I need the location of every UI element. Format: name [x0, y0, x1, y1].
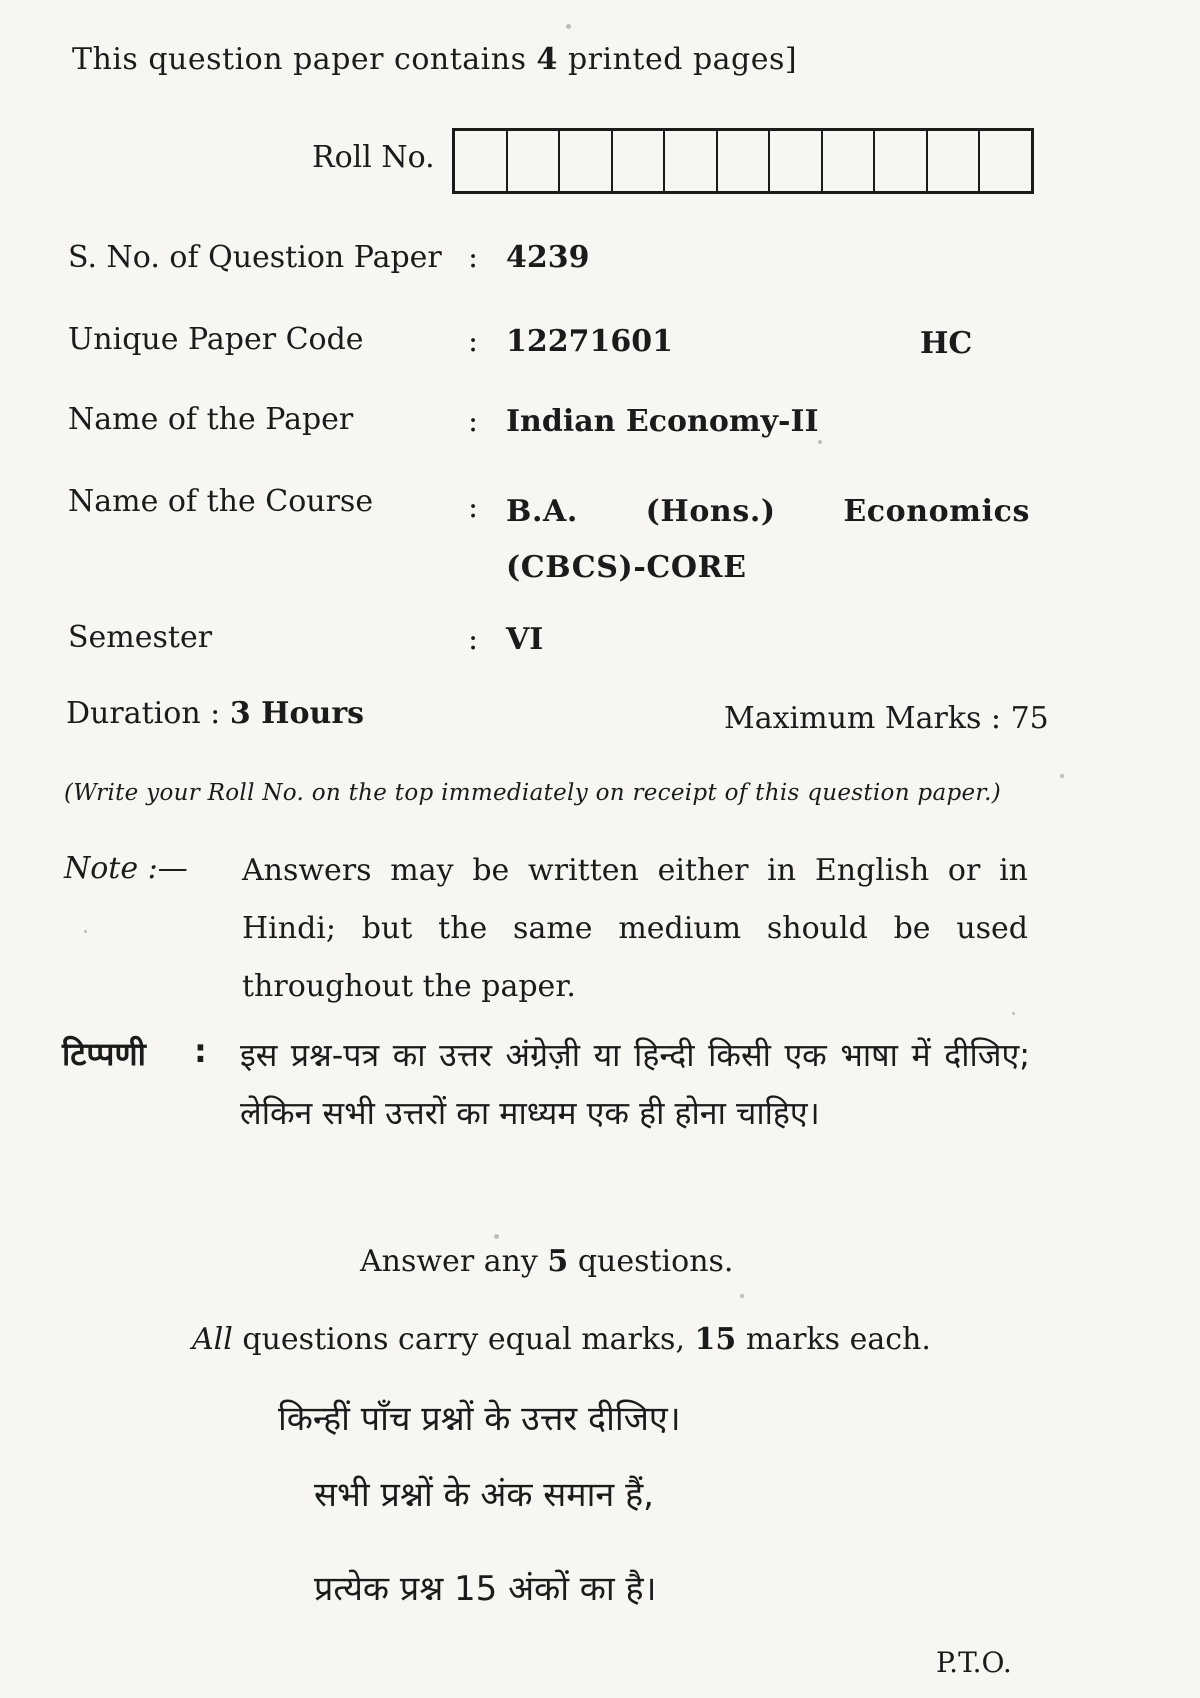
serial-value: 4239 — [506, 240, 590, 275]
answer-any-instruction — [360, 1244, 733, 1279]
roll-no-box — [770, 131, 823, 191]
roll-no-box — [980, 131, 1031, 191]
scan-speck — [84, 930, 87, 933]
semester-colon: : — [468, 622, 479, 657]
answer-count: 5 — [547, 1244, 569, 1279]
roll-no-box — [928, 131, 981, 191]
scan-speck — [1012, 1012, 1015, 1015]
scan-speck — [818, 440, 822, 444]
hindi-instruction-3: प्रत्येक प्रश्न 15 अंकों का है। — [314, 1569, 657, 1609]
roll-no-box — [560, 131, 613, 191]
roll-no-box — [665, 131, 718, 191]
roll-no-box — [823, 131, 876, 191]
roll-no-box — [508, 131, 561, 191]
serial-label: S. No. of Question Paper — [68, 240, 442, 275]
marks-suffix: marks each. — [745, 1322, 931, 1357]
hindi-instruction-2: सभी प्रश्नों के अंक समान हैं, — [314, 1475, 654, 1515]
roll-no-boxes — [452, 128, 1034, 194]
header-line — [72, 42, 797, 77]
answer-suffix: questions. — [577, 1244, 734, 1279]
roll-no-instruction: (Write your Roll No. on the top immediately on receipt of this question paper.) — [64, 780, 1002, 806]
upc-tag: HC — [920, 326, 973, 361]
answer-prefix: Answer any — [360, 1244, 538, 1279]
roll-no-box — [718, 131, 771, 191]
note-text: Answers may be written either in English or in Hindi; but the same medium should be used throughout the paper. — [242, 853, 1028, 1004]
marks-count: 15 — [694, 1322, 737, 1357]
scan-speck — [494, 1234, 499, 1239]
paper-colon: : — [468, 404, 479, 439]
marks-instruction — [192, 1322, 931, 1357]
hindi-note-label: टिप्पणी — [62, 1035, 146, 1073]
scan-speck — [566, 24, 571, 29]
header-page-count: 4 — [536, 42, 558, 77]
paper-label: Name of the Paper — [68, 402, 354, 437]
course-colon: : — [468, 490, 479, 525]
scan-speck — [740, 1294, 744, 1298]
roll-no-box — [875, 131, 928, 191]
upc-value: 12271601 — [506, 324, 673, 359]
course-label: Name of the Course — [68, 484, 374, 519]
marks-all: All — [192, 1322, 233, 1357]
marks-mid: questions carry equal marks, — [242, 1322, 685, 1357]
header-suffix: printed pages] — [567, 42, 798, 77]
hindi-instruction-1: किन्हीं पाँच प्रश्नों के उत्तर दीजिए। — [278, 1399, 681, 1439]
duration-label: Duration : — [66, 696, 221, 731]
roll-no-box — [455, 131, 508, 191]
duration — [66, 696, 364, 731]
hindi-note-text: इस प्रश्न-पत्र का उत्तर अंग्रेज़ी या हिन्दी किसी एक भाषा में दीजिए; लेकिन सभी उत्तरों का माध्यम एक ही होना चाहिए। — [240, 1036, 1030, 1132]
upc-label: Unique Paper Code — [68, 322, 364, 357]
pto-label: P.T.O. — [936, 1646, 1012, 1679]
upc-colon: : — [468, 324, 479, 359]
semester-label: Semester — [68, 620, 213, 655]
scan-speck — [1060, 774, 1064, 778]
roll-no-label: Roll No. — [312, 140, 435, 175]
paper-value: Indian Economy-II — [506, 404, 819, 439]
header-prefix: This question paper contains — [72, 42, 527, 77]
serial-colon: : — [468, 240, 479, 275]
roll-no-box — [613, 131, 666, 191]
semester-value: VI — [506, 622, 544, 657]
maximum-marks: Maximum Marks : 75 — [724, 701, 1049, 736]
hindi-note-colon: : — [194, 1032, 207, 1070]
duration-value: 3 Hours — [229, 696, 365, 731]
note-label: Note :— — [64, 851, 188, 886]
course-value: B.A. (Hons.) Economics (CBCS)-CORE — [506, 494, 1030, 585]
